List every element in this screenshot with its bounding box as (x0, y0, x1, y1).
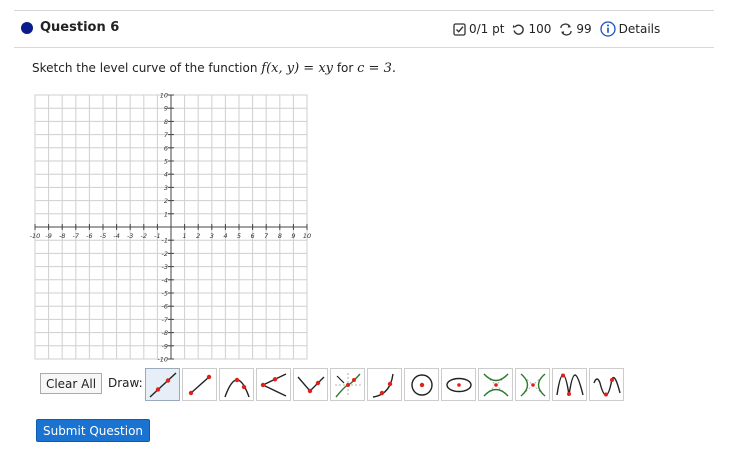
segment-tool-icon (185, 371, 215, 399)
y-tick-label: -7 (161, 315, 168, 324)
x-tick-label: -1 (154, 232, 161, 240)
header-divider (14, 47, 714, 48)
sqrt-tool-button[interactable] (367, 368, 402, 401)
prompt-function: f(x, y) = xy (261, 61, 333, 76)
prompt-text-mid: for (333, 61, 358, 75)
angle-tool-icon (259, 371, 289, 399)
attempts-icon (559, 23, 573, 36)
hyperbola-horizontal-icon (518, 371, 548, 399)
sine-tool-button[interactable] (552, 368, 587, 401)
info-icon[interactable] (600, 21, 616, 37)
hyperbola-horizontal-tool-button[interactable] (515, 368, 550, 401)
angle-tool-button[interactable] (256, 368, 291, 401)
cosine-tool-icon (592, 371, 622, 399)
graph-canvas[interactable] (31, 93, 321, 363)
y-tick-label: 9 (163, 104, 168, 113)
segment-tool-button[interactable] (182, 368, 217, 401)
x-tick-label: 7 (264, 232, 269, 240)
ellipse-tool-button[interactable] (441, 368, 476, 401)
x-tick-label: -3 (126, 232, 134, 240)
retry-icon[interactable] (512, 23, 525, 36)
submit-question-button[interactable]: Submit Question (36, 419, 150, 442)
prompt-condition: c = 3. (357, 61, 396, 76)
draw-label: Draw: (108, 376, 143, 390)
x-tick-label: 3 (209, 232, 214, 240)
cubic-tool-button[interactable] (330, 368, 365, 401)
y-tick-label: 5 (163, 157, 168, 166)
y-tick-label: 3 (163, 183, 168, 192)
x-tick-label: 2 (196, 232, 201, 240)
absolute-value-icon (296, 371, 326, 399)
sqrt-tool-icon (370, 371, 400, 399)
top-divider (14, 10, 714, 11)
y-tick-label: -5 (161, 289, 168, 298)
line-tool-icon (148, 371, 178, 399)
y-tick-label: -3 (161, 263, 168, 272)
clear-all-button[interactable]: Clear All (40, 373, 102, 394)
x-tick-label: 6 (250, 232, 255, 240)
line-tool-button[interactable] (145, 368, 180, 401)
cosine-tool-button[interactable] (589, 368, 624, 401)
x-tick-label: 1 (182, 232, 187, 240)
hyperbola-vertical-tool-button[interactable] (478, 368, 513, 401)
x-tick-label: -5 (99, 232, 107, 240)
hyperbola-vertical-icon (481, 371, 511, 399)
x-tick-label: 5 (236, 232, 242, 240)
x-tick-label: -8 (58, 232, 66, 240)
question-prompt (32, 61, 396, 76)
y-tick-label: -9 (161, 342, 168, 351)
parabola-tool-icon (222, 371, 252, 399)
y-tick-label: 1 (163, 210, 168, 219)
score-text: 0/1 pt (469, 22, 505, 36)
y-tick-label: 2 (163, 197, 168, 206)
y-tick-label: 7 (163, 131, 168, 140)
y-tick-label: -8 (161, 329, 168, 338)
question-title: Question 6 (40, 20, 120, 35)
y-tick-label: -2 (161, 249, 168, 258)
y-tick-label: -6 (161, 302, 168, 311)
x-tick-label: -4 (113, 232, 120, 240)
x-tick-label: -7 (72, 232, 80, 240)
attempts-count: 99 (576, 22, 592, 36)
y-tick-label: 8 (163, 117, 168, 126)
y-tick-label: -10 (157, 355, 168, 364)
parabola-tool-button[interactable] (219, 368, 254, 401)
y-tick-label: -4 (161, 276, 168, 285)
x-tick-label: 10 (302, 232, 312, 240)
question-meta (453, 21, 668, 37)
prompt-text: Sketch the level curve of the function (32, 61, 262, 75)
circle-tool-icon (407, 371, 437, 399)
y-tick-label: 6 (163, 144, 168, 153)
details-link[interactable]: Details (618, 22, 661, 36)
question-status-dot (21, 22, 33, 34)
x-tick-label: -9 (45, 232, 52, 240)
circle-tool-button[interactable] (404, 368, 439, 401)
y-tick-label: -1 (161, 236, 168, 245)
y-tick-label: 4 (163, 170, 168, 179)
x-tick-label: 4 (223, 232, 228, 240)
x-tick-label: -6 (86, 232, 93, 240)
ellipse-tool-icon (444, 371, 474, 399)
sine-tool-icon (555, 371, 585, 399)
x-tick-label: -10 (29, 232, 41, 240)
x-tick-label: -2 (140, 232, 148, 240)
draw-tools (145, 368, 626, 401)
y-tick-label: 10 (159, 91, 168, 100)
x-tick-label: 8 (277, 232, 282, 240)
x-tick-label: 9 (291, 232, 296, 240)
checkbox-score-icon (453, 23, 466, 36)
cubic-tool-icon (333, 371, 363, 399)
retries-count: 100 (528, 22, 552, 36)
absolute-value-tool-button[interactable] (293, 368, 328, 401)
